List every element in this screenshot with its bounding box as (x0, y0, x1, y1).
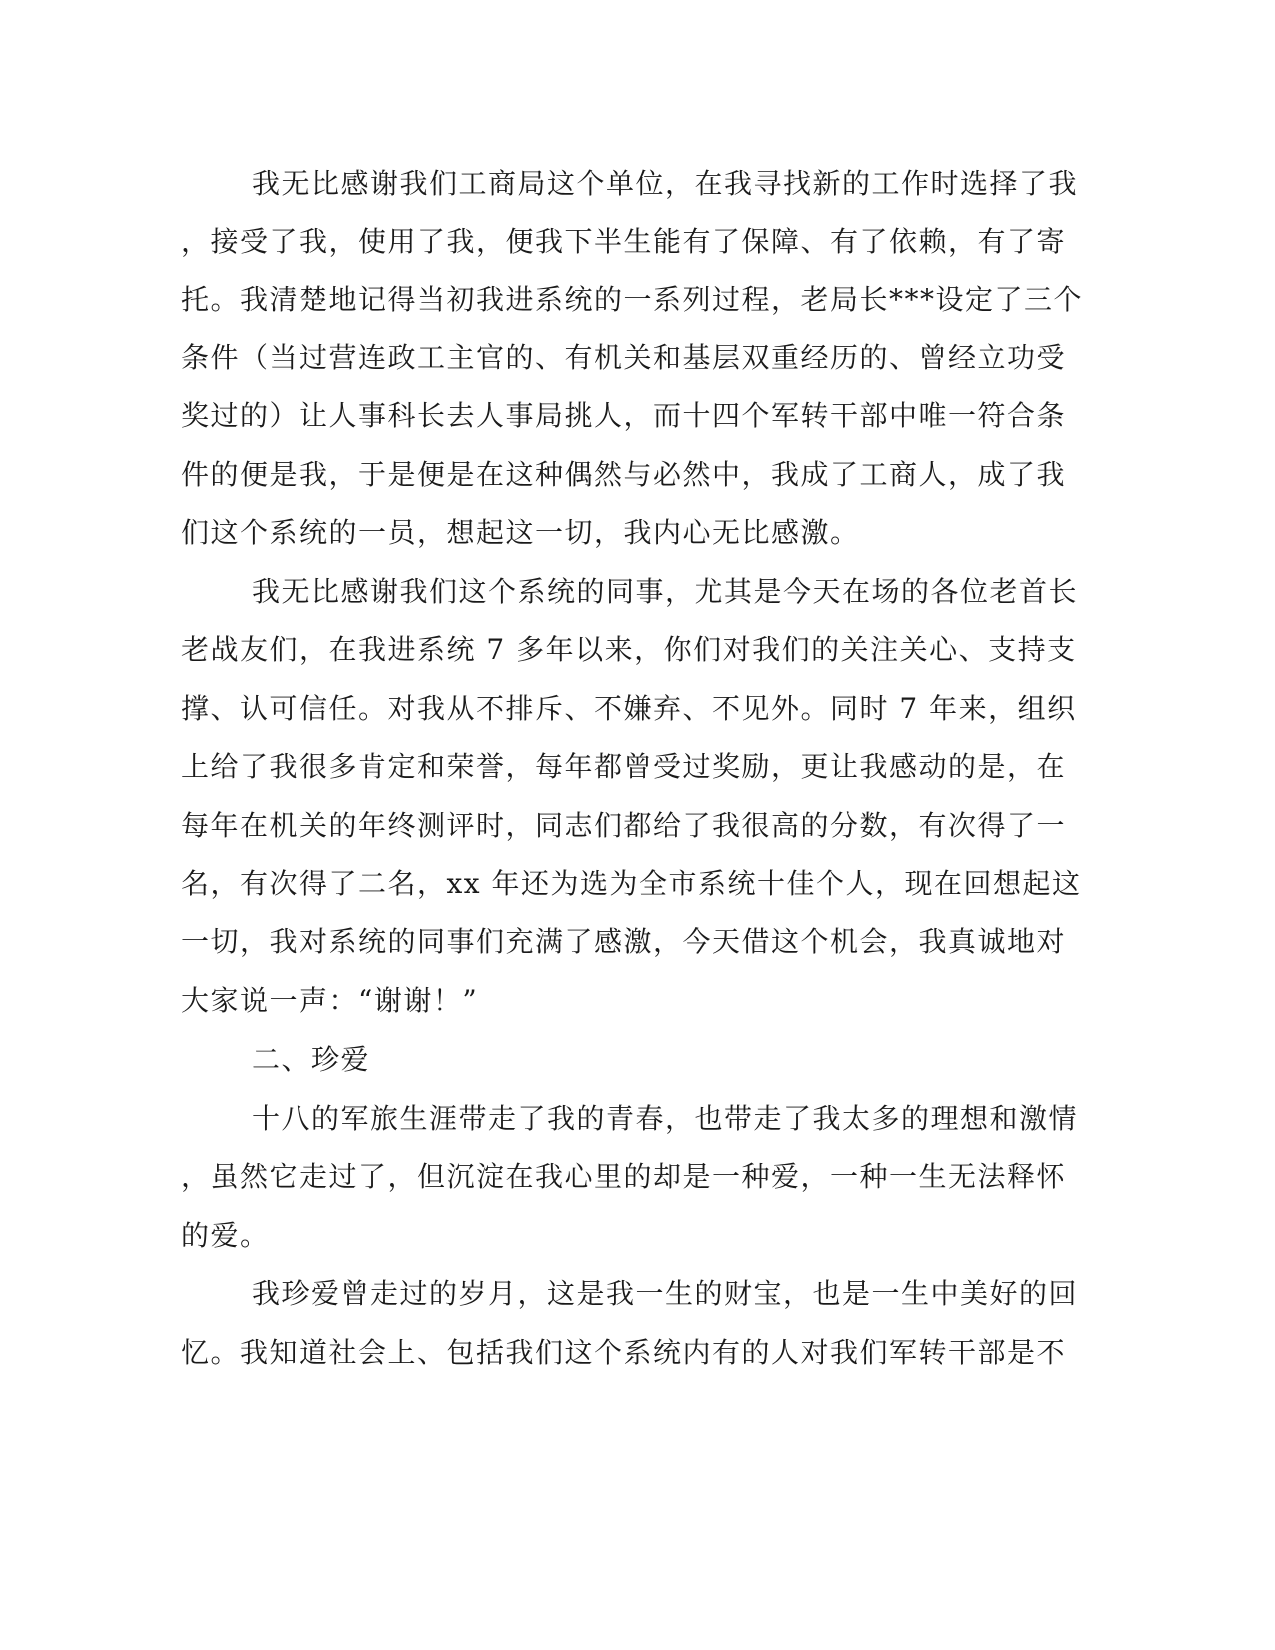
document-page: 我无比感谢我们工商局这个单位，在我寻找新的工作时选择了我 ，接受了我，使用了我，便我下半生能有了保障、有了依赖，有了寄 托。我清楚地记得当初我进系统的一系列过程，老局长***设定了三个 条件（当过营连政工主官的、有机关和基层双重经历的、曾经立功受 奖过的）让人事科长去人事局挑人，而十四个军转干部中唯一符合条 件的便是我，于是便是在这种偶然与必然中，我成了工商人，成了我 们这个系统的一员，想起这一切，我内心无比感激。 我无比感谢我们这个系统的同事，尤其是今天在场的各位老首长 老战友们，在我进系统 7 多年以来，你们对我们的关注关心、支持支 撑、认可信任。对我从不排斥、不嫌弃、不见外。同时 7 年来，组织 上给了我很多肯定和荣誉，每年都曾受过奖励，更让我感动的是，在 每年在机关的年终测评时，同志们都给了我很高的分数，有次得了一 名，有次得了二名，xx 年还为选为全市系统十佳个人，现在回想起这 一切，我对系统的同事们充满了感激，今天借这个机会，我真诚地对 大家说一声：“谢谢！” 二、珍爱 十八的军旅生涯带走了我的青春，也带走了我太多的理想和激情 ，虽然它走过了，但沉淀在我心里的却是一种爱，一种一生无法释怀 的爱。 我珍爱曾走过的岁月，这是我一生的财宝，也是一生中美好的回 忆。我知道社会上、包括我们这个系统内有的人对我们军转干部是不 (0, 0, 1275, 1650)
